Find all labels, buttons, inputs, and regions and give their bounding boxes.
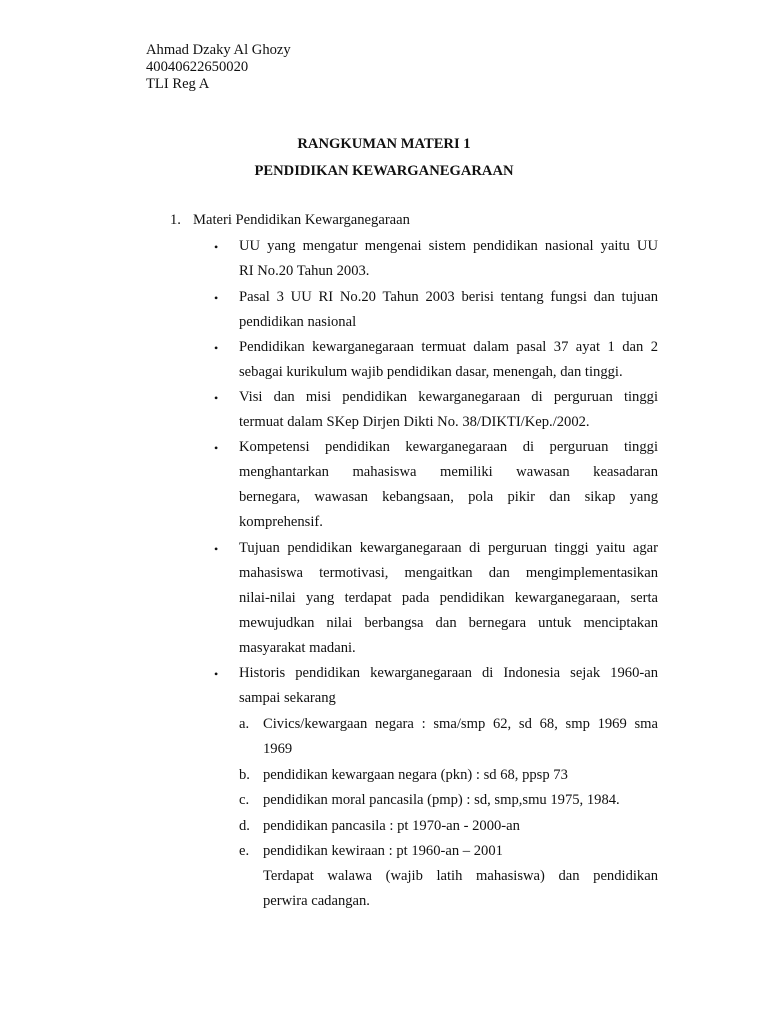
bullet-line: komprehensif. [239, 514, 323, 530]
bullet-line: bernegara, wawasan kebangsaan, pola pikir dan sikap yang [239, 489, 658, 505]
sub-item-line: pendidikan moral pancasila (pmp) : sd, smp,smu 1975, 1984. [263, 792, 620, 808]
author-name: Ahmad Dzaky Al Ghozy [146, 42, 291, 58]
bullet-icon: • [214, 341, 219, 355]
document-title: RANGKUMAN MATERI 1 [297, 136, 471, 152]
note-line: Terdapat walawa (wajib latih mahasiswa) dan pendidikan [263, 868, 658, 884]
bullet-line: UU yang mengatur mengenai sistem pendidikan nasional yaitu UU [239, 238, 658, 254]
author-class: TLI Reg A [146, 76, 210, 92]
bullet-line: menghantarkan mahasiswa memiliki wawasan keasadaran [239, 464, 658, 480]
bullet-line: pendidikan nasional [239, 314, 357, 330]
sub-item-line: Civics/kewargaan negara : sma/smp 62, sd 68, smp 1969 sma [263, 716, 658, 732]
bullet-icon: • [214, 667, 219, 681]
section-number: 1. [170, 212, 181, 228]
bullet-icon: • [214, 441, 219, 455]
author-header [146, 42, 291, 93]
bullet-line: RI No.20 Tahun 2003. [239, 263, 370, 279]
sub-item-line: pendidikan pancasila : pt 1970-an - 2000-an [263, 818, 520, 834]
sub-item-letter: c. [239, 792, 250, 808]
bullet-line: Historis pendidikan kewarganegaraan di Indonesia sejak 1960-an [239, 665, 658, 681]
note-line: perwira cadangan. [263, 893, 370, 909]
bullet-line: Kompetensi pendidikan kewarganegaraan di perguruan tinggi [239, 439, 658, 455]
sub-item-letter: e. [239, 843, 250, 859]
bullet-line: Tujuan pendidikan kewarganegaraan di perguruan tinggi yaitu agar [239, 540, 658, 556]
bullet-line: nilai-nilai yang terdapat pada pendidikan kewarganegaraan, serta [239, 590, 658, 606]
bullet-icon: • [214, 391, 219, 405]
bullet-line: sampai sekarang [239, 690, 336, 706]
bullet-line: mahasiswa termotivasi, mengaitkan dan mengimplementasikan [239, 565, 658, 581]
sub-item-letter: d. [239, 818, 250, 834]
sub-item-letter: b. [239, 767, 250, 783]
sub-item-line: 1969 [263, 741, 293, 757]
bullet-line: Visi dan misi pendidikan kewarganegaraan di perguruan tinggi [239, 389, 658, 405]
sub-item-line: pendidikan kewargaan negara (pkn) : sd 68, ppsp 73 [263, 767, 568, 783]
sub-item-line: pendidikan kewiraan : pt 1960-an – 2001 [263, 843, 503, 859]
sub-item-letter: a. [239, 716, 250, 732]
document-subtitle: PENDIDIKAN KEWARGANEGARAAN [254, 163, 514, 179]
bullet-line: mewujudkan nilai berbangsa dan bernegara untuk menciptakan [239, 615, 658, 631]
section-heading: Materi Pendidikan Kewarganegaraan [193, 212, 410, 228]
bullet-line: sebagai kurikulum wajib pendidikan dasar, menengah, dan tinggi. [239, 364, 623, 380]
author-id: 40040622650020 [146, 59, 249, 75]
bullet-line: Pasal 3 UU RI No.20 Tahun 2003 berisi tentang fungsi dan tujuan [239, 289, 658, 305]
bullet-icon: • [214, 240, 219, 254]
bullet-icon: • [214, 542, 219, 556]
bullet-line: masyarakat madani. [239, 640, 356, 656]
bullet-icon: • [214, 291, 219, 305]
bullet-line: Pendidikan kewarganegaraan termuat dalam pasal 37 ayat 1 dan 2 [239, 339, 658, 355]
bullet-line: termuat dalam SKep Dirjen Dikti No. 38/DIKTI/Kep./2002. [239, 414, 590, 430]
